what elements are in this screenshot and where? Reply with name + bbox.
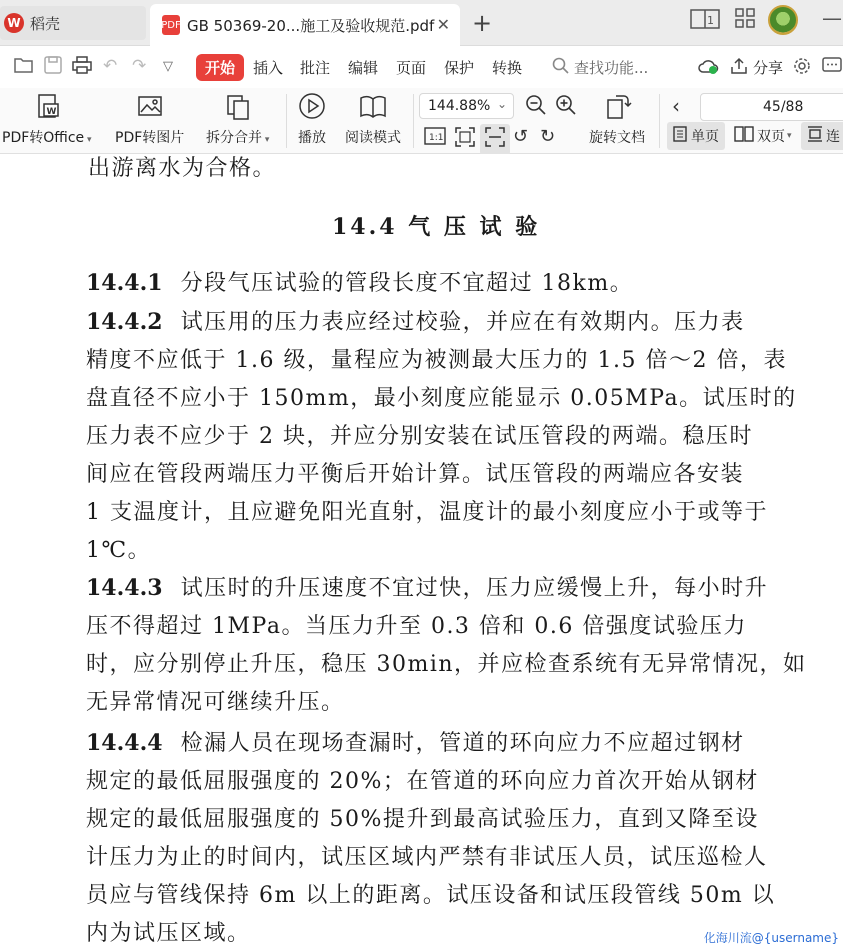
menu-start[interactable]: 开始 (196, 54, 244, 81)
clause-14-4-3: 14.4.3 试压时的升压速度不宜过快，压力应缓慢上升，每小时升 (86, 575, 769, 601)
page-text-line: 计压力为止的时间内，试压区域内严禁有非试压人员，试压巡检人 (86, 845, 768, 870)
page-text-line: 盘直径不应小于 150mm，最小刻度应能显示 0.05MPa。试压时的 (86, 386, 797, 411)
menu-protect[interactable]: 保护 (444, 59, 475, 77)
split-merge-icon (223, 92, 253, 122)
rotate-left-icon[interactable]: ↺ (513, 126, 529, 147)
pdf-to-office-button[interactable] (2, 92, 92, 147)
svg-text:1:1: 1:1 (429, 133, 444, 143)
watermark: 化海川流@{username} (703, 931, 839, 945)
page-text-line: 精度不应低于 1.6 级，量程应为被测最大压力的 1.5 倍～2 倍，表 (86, 348, 787, 373)
menu-insert[interactable]: 插入 (253, 59, 284, 77)
settings-gear-icon[interactable] (793, 57, 811, 80)
grid-view-icon[interactable] (735, 8, 755, 33)
double-page-button[interactable] (728, 122, 798, 150)
ribbon-divider (413, 94, 414, 148)
zoom-select[interactable] (419, 93, 514, 119)
book-icon (358, 92, 388, 122)
page-text-line: 间应在管段两端压力平衡后开始计算。试压管段的两端应各安装 (86, 462, 745, 487)
menu-edit[interactable]: 编辑 (348, 59, 379, 77)
split-merge-button[interactable] (206, 92, 269, 147)
minimize-icon[interactable]: — (822, 6, 842, 30)
tab-bar (0, 0, 843, 46)
menu-convert[interactable]: 转换 (492, 59, 523, 77)
continuous-label: 连 (826, 129, 840, 145)
svg-text:1: 1 (707, 14, 714, 27)
section-title: 14.4 气 压 试 验 (332, 214, 541, 240)
continuous-button[interactable] (801, 122, 843, 150)
page-indicator: 45/88 (763, 99, 804, 115)
undo-icon[interactable]: ↶ (103, 56, 118, 76)
pdf-to-image-icon (135, 92, 165, 122)
redo-icon[interactable]: ↷ (132, 56, 147, 76)
previous-page-icon[interactable]: ‹ (672, 94, 680, 118)
page-text-line: 时，应分别停止升压，稳压 30min，并应检查系统有无异常情况，如 (86, 652, 807, 677)
page-text-line: 规定的最低屈服强度的 20%；在管道的环向应力首次开始从钢材 (86, 769, 759, 794)
user-avatar[interactable] (768, 5, 798, 35)
app-logo-icon: W (4, 13, 24, 33)
pdf-to-image-button[interactable] (115, 92, 184, 147)
page-text-line: 员应与管线保持 6m 以上的距离。试压设备和试压段管线 50m 以 (86, 883, 776, 908)
play-label: 播放 (298, 130, 326, 146)
share-button[interactable]: 分享 (753, 59, 784, 77)
ribbon-divider (659, 94, 660, 148)
read-mode-button[interactable] (345, 92, 401, 147)
tab-close-icon[interactable]: ✕ (436, 15, 450, 34)
quick-menu-chevron-icon[interactable]: ▽ (163, 59, 173, 74)
tab-home[interactable] (0, 6, 146, 40)
zoom-in-icon[interactable] (555, 94, 577, 121)
rotate-document-icon (602, 92, 632, 122)
double-page-label: 双页 (757, 129, 785, 145)
fit-width-icon[interactable] (480, 124, 510, 155)
split-merge-label: 拆分合并 ▾ (206, 130, 270, 146)
open-folder-icon[interactable] (14, 56, 34, 79)
double-page-icon (734, 126, 754, 146)
comment-icon[interactable] (822, 57, 842, 80)
single-page-icon (673, 126, 687, 146)
chevron-down-icon: ▾ (787, 131, 792, 141)
page-number-input[interactable] (700, 93, 843, 121)
page-text-line: 出游离水为合格。 (88, 156, 277, 181)
page-text-line: 内为试压区域。 (86, 921, 251, 946)
pdf-to-word-icon (32, 92, 62, 122)
single-page-label: 单页 (691, 129, 719, 145)
fit-page-icon[interactable] (454, 126, 476, 153)
zoom-value: 144.88% (428, 98, 491, 114)
play-button[interactable] (297, 92, 327, 147)
menu-bar (0, 46, 843, 88)
actual-size-icon[interactable] (424, 126, 446, 151)
chevron-down-icon: ⌄ (496, 97, 507, 111)
pdf-to-image-label: PDF转图片 (115, 130, 185, 146)
print-icon[interactable] (72, 56, 92, 79)
page-text-line: 1 支温度计，且应避免阳光直射，温度计的最小刻度应小于或等于 (86, 500, 768, 525)
save-icon[interactable] (44, 56, 62, 79)
share-icon[interactable] (730, 57, 748, 80)
pdf-file-icon: PDF (162, 15, 180, 35)
single-page-button[interactable] (667, 122, 725, 150)
ribbon-toolbar (0, 88, 843, 154)
page-text-line: 规定的最低屈服强度的 50%提升到最高试验压力，直到又降至设 (86, 807, 759, 832)
clause-14-4-1: 14.4.1 分段气压试验的管段长度不宜超过 18km。 (86, 270, 634, 296)
play-icon (297, 92, 327, 122)
menu-page[interactable]: 页面 (396, 59, 427, 77)
ribbon-divider (286, 94, 287, 148)
new-tab-button[interactable]: + (472, 9, 493, 37)
page-text-line: 压力表不应少于 2 块，并应分别安装在试压管段的两端。稳压时 (86, 424, 753, 449)
tab-document[interactable] (150, 4, 460, 46)
rotate-right-icon[interactable]: ↻ (540, 126, 556, 147)
rotate-document-label: 旋转文档 (589, 130, 645, 146)
svg-text:W: W (46, 107, 57, 117)
pdf-page-view[interactable] (0, 154, 843, 952)
page-text-line: 1℃。 (86, 538, 152, 563)
clause-14-4-2: 14.4.2 试压用的压力表应经过校验，并应在有效期内。压力表 (86, 309, 745, 335)
rotate-document-button[interactable] (589, 92, 645, 147)
read-mode-label: 阅读模式 (345, 130, 401, 146)
layout-toggle-icon[interactable] (690, 8, 720, 35)
pdf-to-office-label: PDF转Office ▾ (2, 130, 92, 146)
search-icon[interactable] (552, 57, 569, 79)
zoom-out-icon[interactable] (525, 94, 547, 121)
page-text-line: 无异常情况可继续升压。 (86, 690, 345, 715)
cloud-sync-icon[interactable] (697, 57, 719, 80)
menu-annotate[interactable]: 批注 (300, 59, 331, 77)
page-text-line: 压不得超过 1MPa。当压力升至 0.3 倍和 0.6 倍强度试验压力 (86, 614, 747, 639)
continuous-icon (807, 125, 823, 147)
clause-14-4-4: 14.4.4 检漏人员在现场查漏时，管道的环向应力不应超过钢材 (86, 730, 745, 756)
tab-document-label: GB 50369-20...施工及验收规范.pdf (187, 16, 435, 35)
search-function-input[interactable]: 查找功能... (574, 59, 649, 77)
tab-home-label: 稻壳 (30, 14, 61, 33)
